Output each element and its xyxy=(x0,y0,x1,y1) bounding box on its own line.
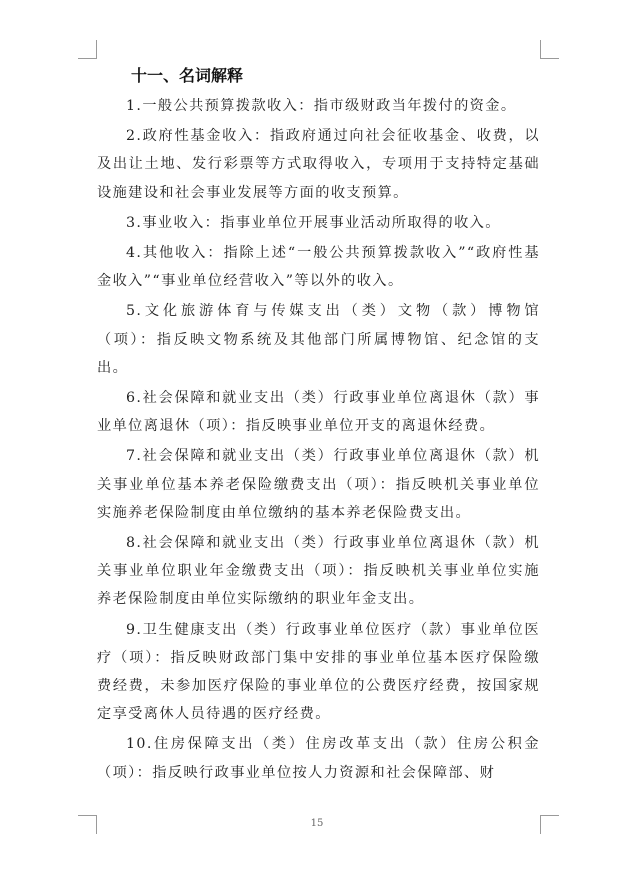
definition-paragraph-6: 6.社会保障和就业支出（类）行政事业单位离退休（款）事业单位离退休（项）：指反映事业单位开支的离退休经费。 xyxy=(97,390,540,435)
definition-paragraph-7: 7.社会保障和就业支出（类）行政事业单位离退休（款）机关事业单位基本养老保险缴费支出（项）：指反映机关事业单位实施养老保险制度由单位缴纳的基本养老保险费支出。 xyxy=(97,448,540,521)
page-number: 15 xyxy=(310,818,324,829)
definition-paragraph-4: 4.其他收入：指除上述“一般公共预算拨款收入”“政府性基金收入”“事业单位经营收入”等以外的收入。 xyxy=(97,245,540,290)
document-body xyxy=(97,62,540,789)
definition-paragraph-9: 9.卫生健康支出（类）行政事业单位医疗（款）事业单位医疗（项）：指反映财政部门集中安排的事业单位基本医疗保险缴费经费，未参加医疗保险的事业单位的公费医疗经费，按国家规定享受离休人员待遇的医疗经费。 xyxy=(97,621,540,723)
section-heading: 十一、名词解释 xyxy=(131,66,244,85)
definition-paragraph-2: 2.政府性基金收入：指政府通过向社会征收基金、收费，以及出让土地、发行彩票等方式取得收入，专项用于支持特定基础设施建设和社会事业发展等方面的收支预算。 xyxy=(97,128,540,201)
definition-paragraph-1: 1.一般公共预算拨款收入：指市级财政当年拨付的资金。 xyxy=(126,98,517,114)
definition-paragraph-8: 8.社会保障和就业支出（类）行政事业单位离退休（款）机关事业单位职业年金缴费支出（项）：指反映机关事业单位实施养老保险制度由单位实际缴纳的职业年金支出。 xyxy=(97,535,540,608)
definition-paragraph-10: 10.住房保障支出（类）住房改革支出（款）住房公积金（项）：指反映行政事业单位按人力资源和社会保障部、财 xyxy=(97,736,540,781)
crop-mark-top-right xyxy=(540,40,559,59)
crop-mark-top-left xyxy=(78,40,97,59)
definition-paragraph-5: 5.文化旅游体育与传媒支出（类）文物（款）博物馆（项）：指反映文物系统及其他部门所属博物馆、纪念馆的支出。 xyxy=(97,303,540,376)
definition-paragraph-3: 3.事业收入：指事业单位开展事业活动所取得的收入。 xyxy=(126,214,501,231)
